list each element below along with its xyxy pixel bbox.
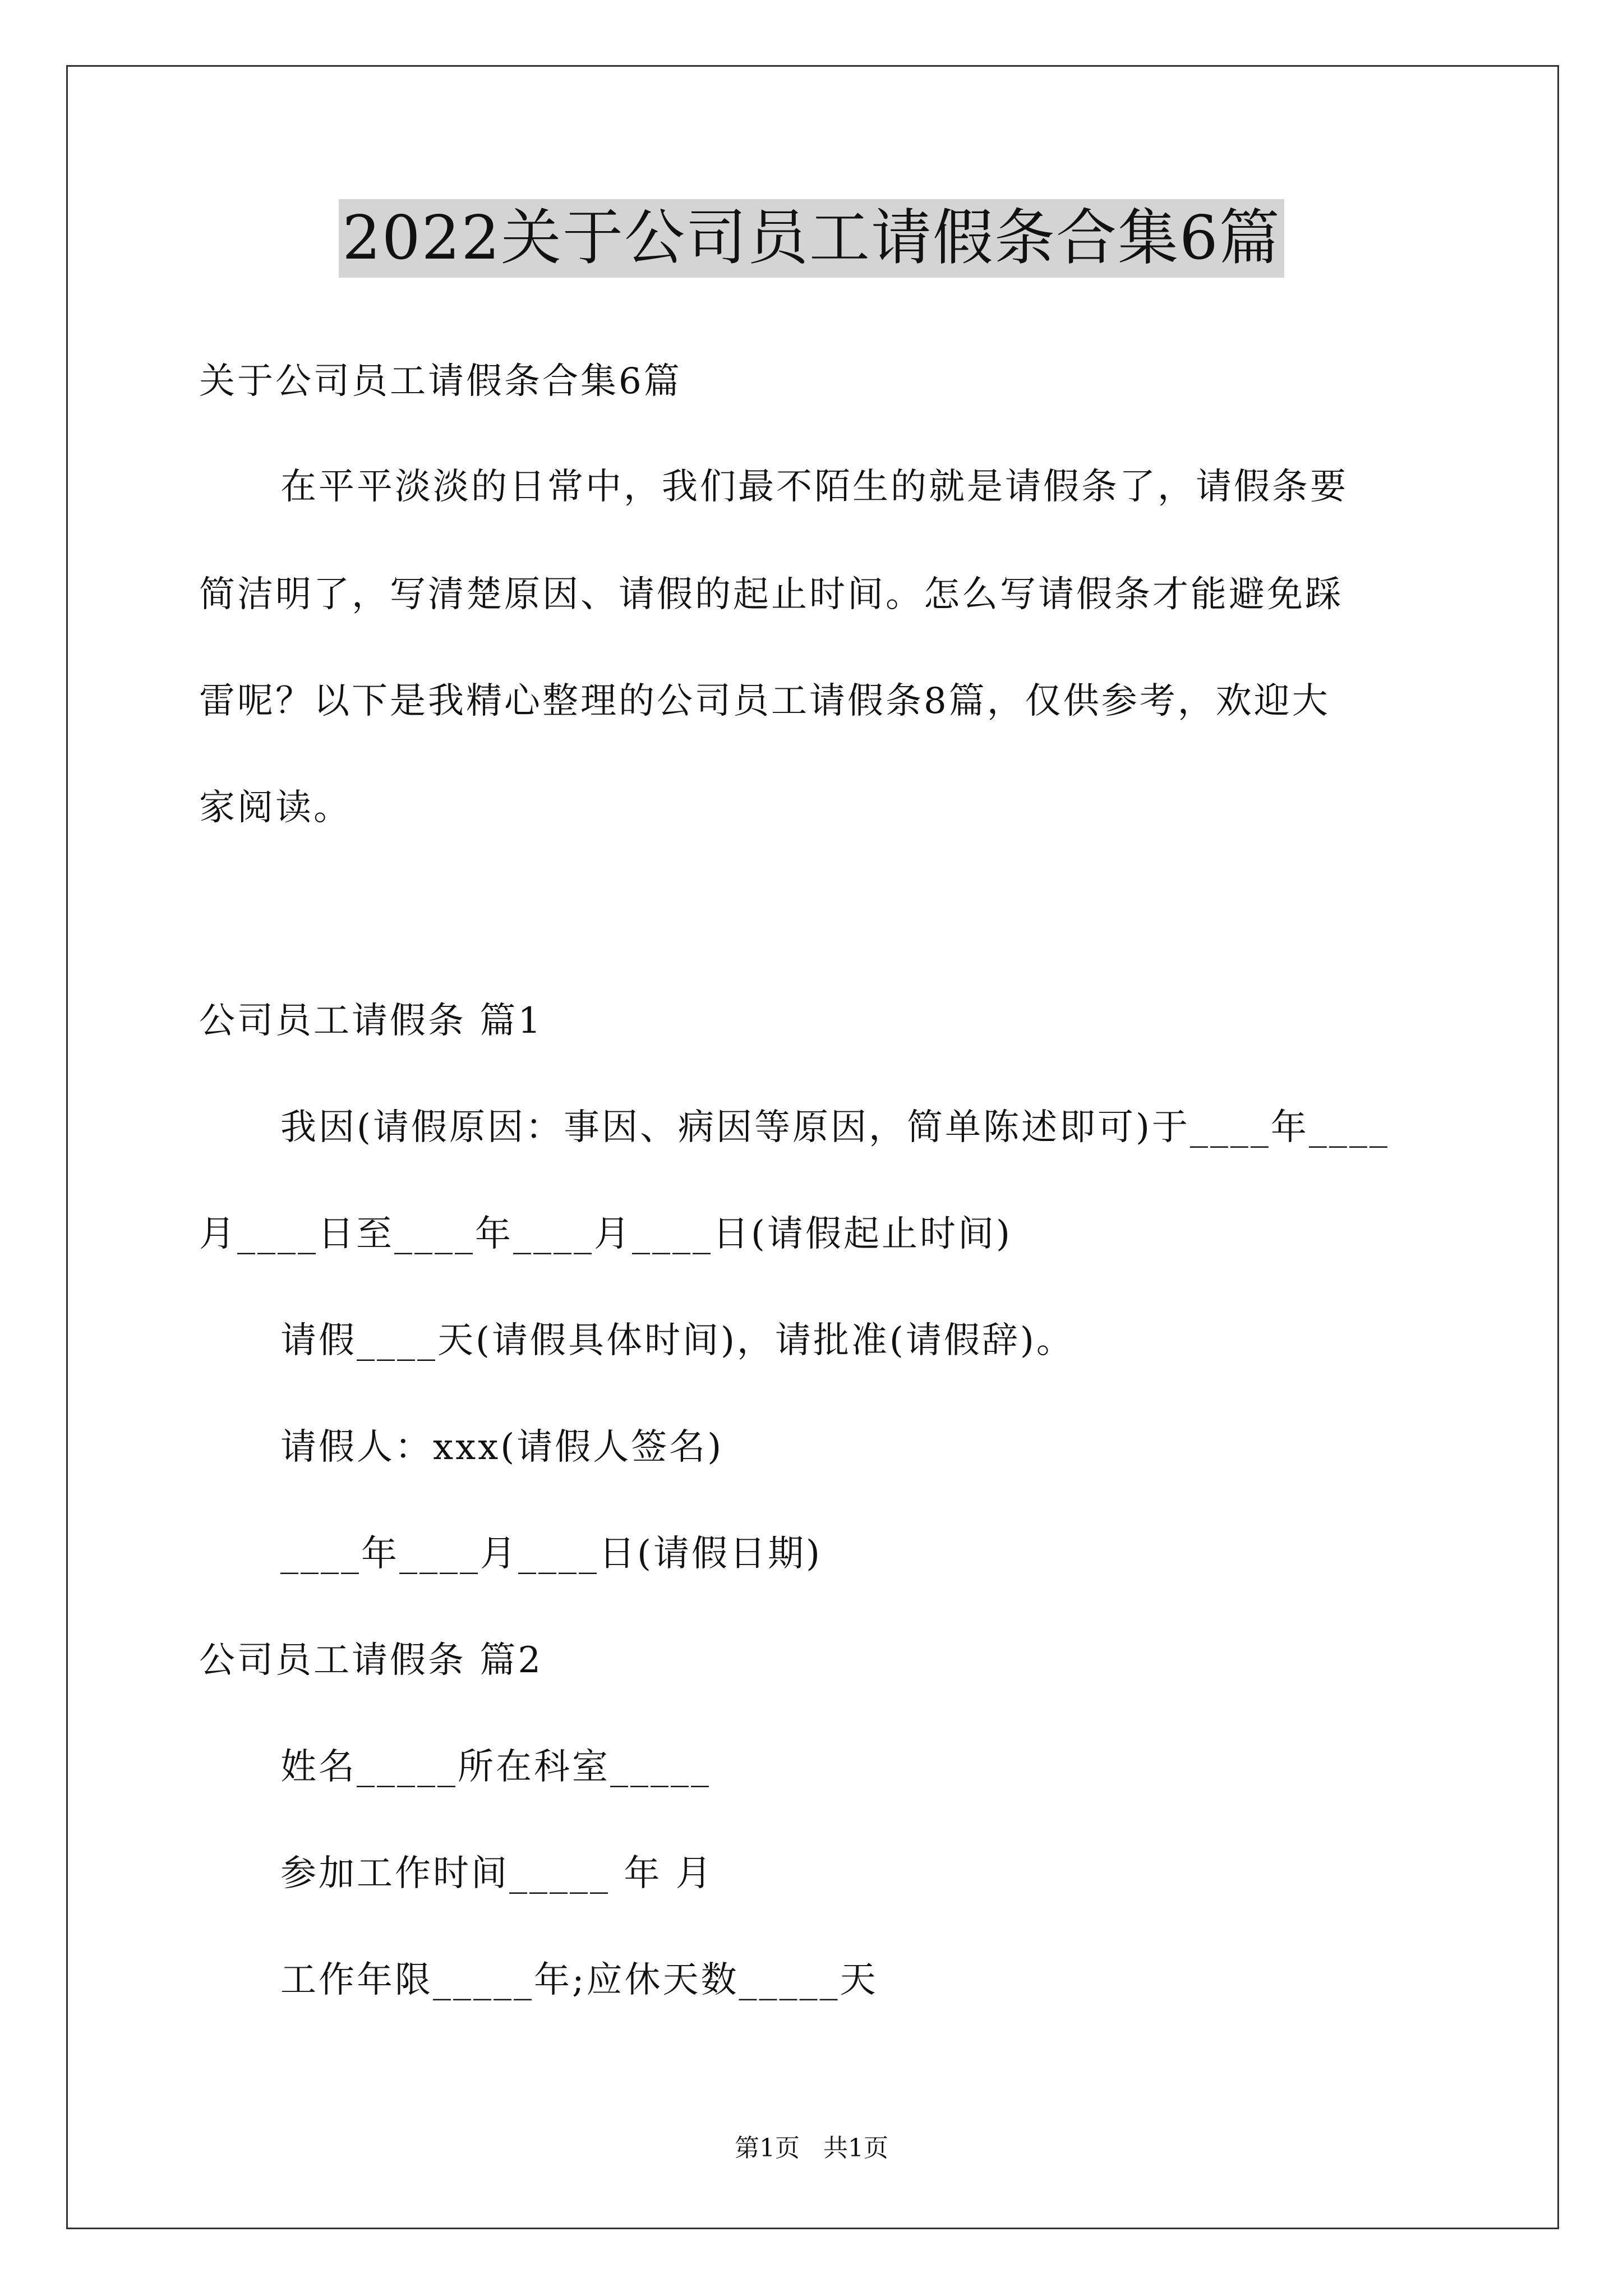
- section2-line-1: 姓名_____所在科室_____: [280, 1746, 711, 1788]
- intro-line-1: 在平平淡淡的日常中，我们最不陌生的就是请假条了，请假条要: [280, 466, 1348, 508]
- section2-line-3: 工作年限_____年;应休天数_____天: [280, 1959, 878, 2001]
- section1-line-2: 月____日至____年____月____日(请假起止时间): [199, 1213, 1012, 1255]
- intro-line-2: 简洁明了，写清楚原因、请假的起止时间。怎么写请假条才能避免踩: [199, 574, 1343, 615]
- section1-line-3: 请假____天(请假具体时间)，请批准(请假辞)。: [280, 1320, 1075, 1361]
- page-footer: 第1页 共1页: [735, 2134, 888, 2162]
- section1-line-5: ____年____月____日(请假日期): [280, 1533, 822, 1575]
- section2-line-2: 参加工作时间_____ 年 月: [280, 1853, 714, 1894]
- title-container: [0, 199, 1623, 278]
- intro-line-3: 雷呢？以下是我精心整理的公司员工请假条8篇，仅供参考，欢迎大: [199, 680, 1330, 722]
- section2-heading: 公司员工请假条 篇2: [199, 1640, 543, 1681]
- section1-line-4: 请假人：xxx(请假人签名): [280, 1427, 724, 1468]
- document-title: 2022关于公司员工请假条合集6篇: [339, 199, 1284, 278]
- subtitle: 关于公司员工请假条合集6篇: [199, 361, 682, 402]
- section1-line-1: 我因(请假原因：事因、病因等原因，简单陈述即可)于____年____: [280, 1107, 1390, 1148]
- section1-heading: 公司员工请假条 篇1: [199, 1000, 543, 1042]
- intro-line-4: 家阅读。: [199, 787, 352, 829]
